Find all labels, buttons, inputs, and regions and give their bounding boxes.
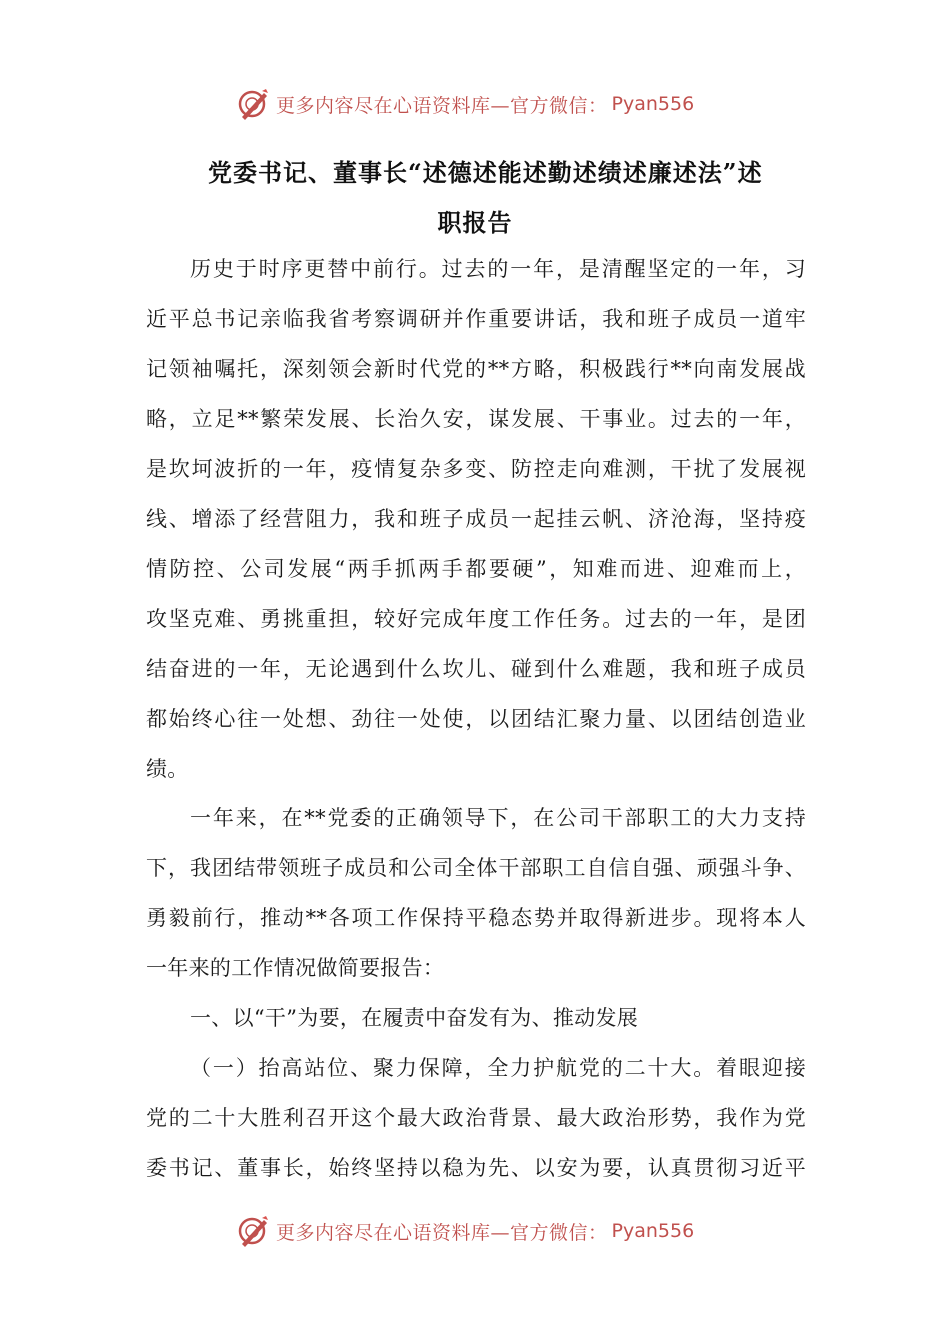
body-line: 略，立足**繁荣发展、长治久安，谋发展、干事业。过去的一年， [146, 407, 806, 431]
body-line: 一年来的工作情况做简要报告： [146, 956, 445, 980]
body-line: 结奋进的一年，无论遇到什么坎儿、碰到什么难题，我和班子成员 [146, 657, 806, 681]
body-line: 委书记、董事长，始终坚持以稳为先、以安为要，认真贯彻习近平 [146, 1156, 806, 1180]
banner-text: 更多内容尽在心语资料库—官方微信： [276, 94, 608, 117]
body-line: 线、增添了经营阻力，我和班子成员一起挂云帆、济沧海，坚持疫 [146, 507, 806, 531]
body-line: 情防控、公司发展“两手抓两手都要硬”，知难而进、迎难而上， [146, 557, 806, 581]
body-line: 都始终心往一处想、劲往一处使，以团结汇聚力量、以团结创造业 [146, 707, 806, 731]
report-title-line-1: 党委书记、董事长“述德述能述勤述绩述廉述法”述 [208, 158, 763, 187]
banner-text: 更多内容尽在心语资料库—官方微信： [276, 1221, 608, 1244]
pen-logo-icon [236, 1214, 270, 1248]
banner-wechat-id: Pyan556 [611, 93, 695, 115]
body-line: 党的二十大胜利召开这个最大政治背景、最大政治形势，我作为党 [146, 1106, 806, 1130]
body-line: 一年来，在**党委的正确领导下，在公司干部职工的大力支持 [190, 806, 806, 830]
section-heading: 一、以“干”为要，在履责中奋发有为、推动发展 [190, 1006, 639, 1030]
banner-wechat-id: Pyan556 [611, 1220, 695, 1242]
body-line: 绩。 [146, 757, 189, 781]
header-watermark-banner [236, 86, 694, 122]
report-title-line-2: 职报告 [437, 208, 513, 237]
body-line: 勇毅前行，推动**各项工作保持平稳态势并取得新进步。现将本人 [146, 906, 806, 930]
body-line: 历史于时序更替中前行。过去的一年，是清醒坚定的一年，习 [190, 257, 806, 281]
body-line: 下，我团结带领班子成员和公司全体干部职工自信自强、顽强斗争、 [146, 856, 806, 880]
footer-watermark-banner [236, 1213, 694, 1249]
body-line: 近平总书记亲临我省考察调研并作重要讲话，我和班子成员一道牢 [146, 307, 806, 331]
pen-logo-icon [236, 87, 270, 121]
body-line: 攻坚克难、勇挑重担，较好完成年度工作任务。过去的一年，是团 [146, 607, 806, 631]
body-line: （一）抬高站位、聚力保障，全力护航党的二十大。着眼迎接 [190, 1056, 806, 1080]
body-line: 记领袖嘱托，深刻领会新时代党的**方略，积极践行**向南发展战 [146, 357, 806, 381]
body-line: 是坎坷波折的一年，疫情复杂多变、防控走向难测，干扰了发展视 [146, 457, 806, 481]
